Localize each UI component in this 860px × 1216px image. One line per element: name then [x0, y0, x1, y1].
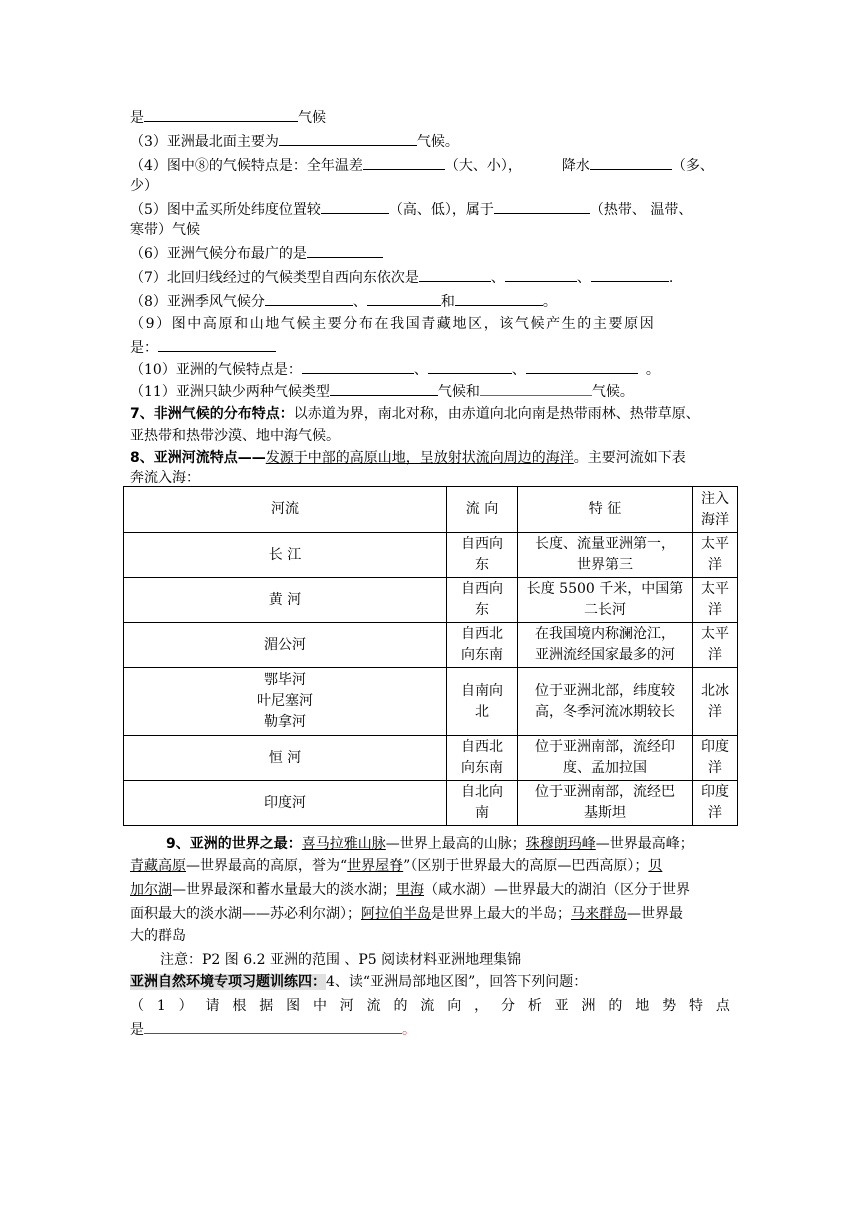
cell-direction: 自西向 东: [447, 533, 518, 578]
q3-line: [130, 130, 459, 152]
exercise-q1-char: 据: [259, 998, 274, 1014]
section9-line5: 大的群岛: [130, 928, 186, 944]
exercise-q1-char: 向: [447, 998, 462, 1014]
q10-blank-1[interactable]: [302, 358, 414, 374]
q2-tail-suffix: 气候: [298, 110, 326, 126]
cell-river: 湄公河: [124, 623, 447, 668]
cell-feature: 位于亚洲南部，流经印 度、孟加拉国: [518, 736, 693, 781]
exercise-q1-char: 分: [500, 998, 515, 1014]
cell-direction: 自西北 向东南: [447, 736, 518, 781]
section7-text1: 以赤道为界，南北对称，由赤道向北向南是热带雨林、热带草原、: [293, 406, 700, 422]
q4-mid2: 降水: [561, 158, 590, 174]
q2-blank[interactable]: [144, 106, 298, 122]
header-ocean: 注入 海洋: [693, 487, 738, 533]
exercise-q1-char: 析: [527, 998, 542, 1014]
q7-blank-3[interactable]: [591, 266, 669, 282]
cell-river: 长 江: [124, 533, 447, 578]
table-row: [124, 578, 738, 623]
q3-post: 气候。: [416, 134, 459, 150]
header-direction: 流 向: [447, 487, 518, 533]
exercise-q1-char: ）: [178, 998, 193, 1014]
table-header-row: [124, 487, 738, 533]
exercise-q1-blank[interactable]: [144, 1018, 402, 1034]
q5-text: （5）图中孟买所处纬度位置较: [130, 202, 321, 218]
exercise-q1-char: （: [130, 998, 144, 1014]
section7-heading: 7、非洲气候的分布特点：: [130, 406, 294, 422]
q8-and: 和: [440, 294, 455, 310]
q7-text: （7）北回归线经过的气候类型自西向东依次是: [130, 270, 419, 286]
q9-line1: （9）图中高原和山地气候主要分布在我国青藏地区，该气候产生的主要原因: [130, 316, 656, 332]
cell-feature: 长度 5500 千米，中国第 二长河: [518, 578, 693, 623]
q9-line2: [130, 336, 276, 358]
q11-line: [130, 380, 634, 402]
exercise-text: 4、读“亚洲局部地区图”，回答下列问题：: [326, 974, 588, 990]
q11-text: （11）亚洲只缺少两种气候类型: [130, 384, 330, 400]
exercise-q1-line1: [130, 996, 730, 1016]
q7-blank-2[interactable]: [505, 266, 577, 282]
q5-post: （热带、 温带、: [589, 202, 693, 218]
q11-end: 气候。: [591, 384, 634, 400]
header-river: 河流: [124, 487, 447, 533]
exercise-q1-char: 根: [232, 998, 247, 1014]
q10-sep-2: 、: [511, 362, 526, 378]
cell-direction: 自西北 向东南: [447, 623, 518, 668]
q6-line: [130, 242, 383, 264]
q11-mid: 气候和: [437, 384, 480, 400]
q10-text: （10）亚洲的气候特点是：: [130, 362, 302, 378]
cell-river: 恒 河: [124, 736, 447, 781]
exercise-q1-char: ，: [474, 998, 489, 1014]
q9-blank[interactable]: [158, 336, 276, 352]
q2-tail-line: [130, 106, 326, 128]
header-feature: 特 征: [518, 487, 693, 533]
section8-tail: 。主要河流如下表: [573, 450, 686, 466]
cell-direction: 自北向 南: [447, 781, 518, 826]
q4-mid: （大、小），: [444, 158, 522, 174]
q8-sep: 、: [352, 294, 367, 310]
exercise-q1-char: 的: [393, 998, 408, 1014]
q5-blank-2[interactable]: [494, 198, 590, 214]
table-row: [124, 736, 738, 781]
q3-text: （3）亚洲最北面主要为: [130, 134, 279, 150]
exercise-q1-char: 中: [312, 998, 327, 1014]
q7-end: .: [668, 270, 674, 286]
exercise-q1-char: 流: [420, 998, 435, 1014]
q7-blank-1[interactable]: [419, 266, 491, 282]
cell-ocean: 印度 洋: [693, 781, 738, 826]
q4-blank-1[interactable]: [363, 154, 445, 170]
q4-cont: 少）: [130, 178, 158, 194]
q4-text: （4）图中⑧的气候特点是：全年温差: [130, 158, 363, 174]
section9-line4: 面积最大的淡水湖——苏必利尔湖）；阿拉伯半岛是世界上最大的半岛；马来群岛—世界最: [130, 906, 683, 922]
exercise-line: [130, 972, 587, 992]
exercise-q1-char: 图: [286, 998, 301, 1014]
q6-blank[interactable]: [307, 242, 383, 258]
q8-line: [130, 290, 557, 312]
cell-ocean: 太平 洋: [693, 533, 738, 578]
exercise-q1-char: 流: [366, 998, 381, 1014]
section8-text2: 奔流入海：: [130, 470, 200, 486]
q10-blank-2[interactable]: [428, 358, 512, 374]
exercise-q1-char: 地: [635, 998, 650, 1014]
cell-river: 鄂毕河 叶尼塞河 勒拿河: [124, 668, 447, 736]
section9-line2: 青藏高原—世界最高的高原，誉为“世界屋脊”（区别于世界最大的高原—巴西高原）；贝: [130, 858, 663, 874]
q6-text: （6）亚洲气候分布最广的是: [130, 246, 307, 262]
cell-river: 黄 河: [124, 578, 447, 623]
cell-ocean: 太平 洋: [693, 578, 738, 623]
section9-heading: 9、亚洲的世界之最：: [166, 836, 302, 852]
cell-direction: 自西向 东: [447, 578, 518, 623]
q4-line: [130, 154, 714, 176]
q10-end: 。: [645, 362, 660, 378]
exercise-q1-char: 特: [688, 998, 703, 1014]
q5-blank-1[interactable]: [321, 198, 389, 214]
exercise-heading: 亚洲自然环境专项习题训练四：: [130, 974, 326, 990]
cell-river: 印度河: [124, 781, 447, 826]
table-row: [124, 781, 738, 826]
q10-sep-1: 、: [413, 362, 428, 378]
cell-feature: 位于亚洲北部，纬度较 高，冬季河流冰期较长: [518, 668, 693, 736]
q2-tail-prefix: 是: [130, 110, 144, 126]
section7-text2: 亚热带和热带沙漠、地中海气候。: [130, 428, 340, 444]
q4-post: （多、: [671, 158, 714, 174]
section7-line1: [130, 404, 700, 424]
q7-line: [130, 266, 673, 288]
section9-line1: 9、亚洲的世界之最：喜马拉雅山脉—世界上最高的山脉；珠穆朗玛峰—世界最高峰；: [166, 836, 694, 852]
section8-underlined: 发源于中部的高原山地，呈放射状流向周边的海洋: [265, 450, 574, 466]
exercise-q1-char: 亚: [554, 998, 569, 1014]
exercise-q1-char: 点: [715, 998, 730, 1014]
section8-heading: 8、亚洲河流特点——: [130, 450, 266, 466]
rivers-table: [123, 486, 738, 826]
q10-blank-3[interactable]: [526, 358, 638, 374]
q11-blank-2[interactable]: [480, 380, 592, 396]
q8-end: 。: [542, 294, 557, 310]
q7-sep-2: 、: [576, 270, 591, 286]
exercise-q1-char: 势: [662, 998, 677, 1014]
q5-mid: （高、低），属于: [388, 202, 494, 218]
cell-direction: 自南向 北: [447, 668, 518, 736]
q8-text: （8）亚洲季风气候分: [130, 294, 265, 310]
cell-ocean: 印度 洋: [693, 736, 738, 781]
cell-feature: 长度、流量亚洲第一， 世界第三: [518, 533, 693, 578]
q8-blank-3[interactable]: [455, 290, 543, 306]
cell-feature: 在我国境内称澜沧江， 亚洲流经国家最多的河: [518, 623, 693, 668]
q3-blank[interactable]: [279, 130, 417, 146]
q11-blank-1[interactable]: [330, 380, 438, 396]
q8-blank-2[interactable]: [367, 290, 441, 306]
table-row: [124, 533, 738, 578]
q9-text2: 是：: [130, 340, 158, 356]
q5-cont: 寒带）气候: [130, 222, 200, 238]
note-line: 注意：P2 图 6.2 亚洲的范围 、P5 阅读材料亚洲地理集锦: [160, 952, 522, 968]
cell-ocean: 北冰 洋: [693, 668, 738, 736]
exercise-q1-char: 的: [608, 998, 623, 1014]
cell-ocean: 太平 洋: [693, 623, 738, 668]
q7-sep-1: 、: [490, 270, 505, 286]
q4-blank-2[interactable]: [590, 154, 672, 170]
q10-line: [130, 358, 660, 380]
section8-line1: [130, 448, 686, 468]
exercise-q1-char: 洲: [581, 998, 596, 1014]
exercise-q1-char: 1: [156, 998, 166, 1014]
cell-feature: 位于亚洲南部，流经巴 基斯坦: [518, 781, 693, 826]
q5-line: [130, 198, 692, 220]
exercise-q1-char: 请: [205, 998, 220, 1014]
exercise-q1-line2: 是 。: [130, 1018, 416, 1040]
table-row: [124, 623, 738, 668]
exercise-q1-char: 河: [339, 998, 354, 1014]
q8-blank-1[interactable]: [265, 290, 353, 306]
section9-line3: 加尔湖—世界最深和蓄水量最大的淡水湖；里海（咸水湖）—世界最大的湖泊（区分于世界: [130, 882, 690, 898]
table-row: [124, 668, 738, 736]
